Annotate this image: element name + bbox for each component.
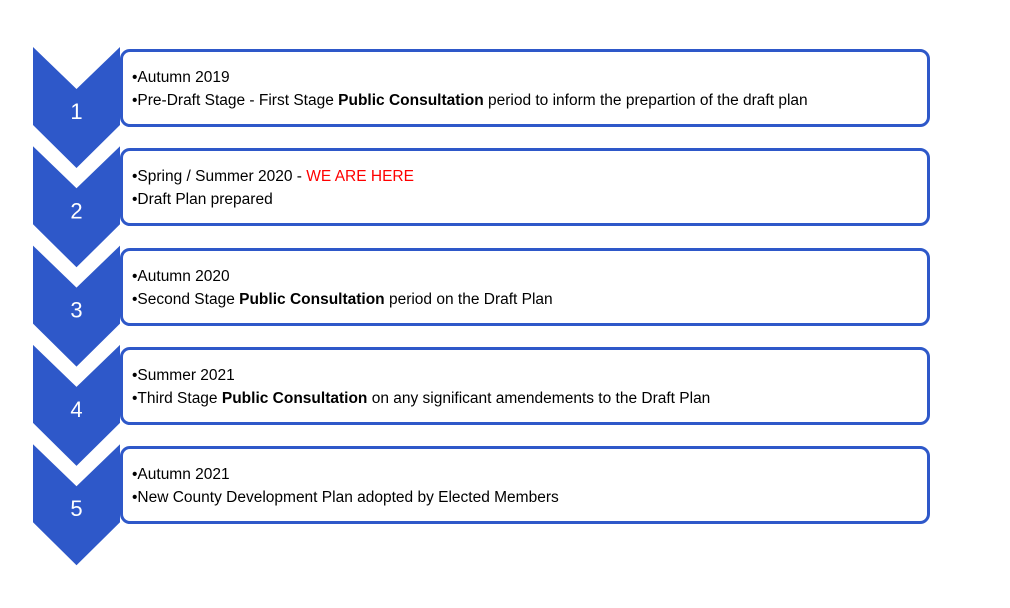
bullet-line [132,89,927,112]
bullet-text: •Summer 2021 [132,366,235,384]
step-number: 2 [70,198,83,224]
step-number: 1 [70,99,83,124]
bullet-line [132,288,927,311]
bullet-line [132,486,927,509]
emphasis-text: Public Consultation [239,290,385,308]
step-number: 4 [70,396,83,422]
bullet-text: •Pre-Draft Stage - First Stage [132,92,339,109]
bullet-line [132,364,927,387]
step-card [120,347,930,425]
status-highlight: WE ARE HERE [306,168,414,186]
emphasis-text: Public Consultation [221,389,368,407]
bullet-text: period to inform the prepartion of the draft plan [483,92,808,109]
bullet-text: •Third Stage [132,389,222,407]
bullet-text: •Autumn 2021 [132,466,230,484]
step-card [120,148,930,226]
bullet-text: •Spring / Summer 2020 - [132,168,307,186]
step-number: 3 [70,297,83,323]
bullet-line [132,387,927,410]
emphasis-text: Public Consultation [338,92,484,109]
step-card [120,49,930,127]
bullet-line [132,463,927,486]
step-number: 5 [70,496,83,522]
step-card [120,248,930,326]
bullet-line [132,66,927,89]
bullet-text: •Second Stage [132,290,240,308]
bullet-text: •Draft Plan prepared [132,191,273,209]
bullet-line [132,165,927,188]
bullet-text: •Autumn 2019 [132,69,230,86]
step-card [120,446,930,524]
bullet-text: on any significant amendements to the Draft Plan [367,389,711,407]
bullet-text: period on the Draft Plan [384,290,553,308]
bullet-line [132,188,927,211]
bullet-text: •New County Development Plan adopted by Elected Members [132,489,559,507]
bullet-text: •Autumn 2020 [132,267,230,285]
bullet-line [132,265,927,288]
